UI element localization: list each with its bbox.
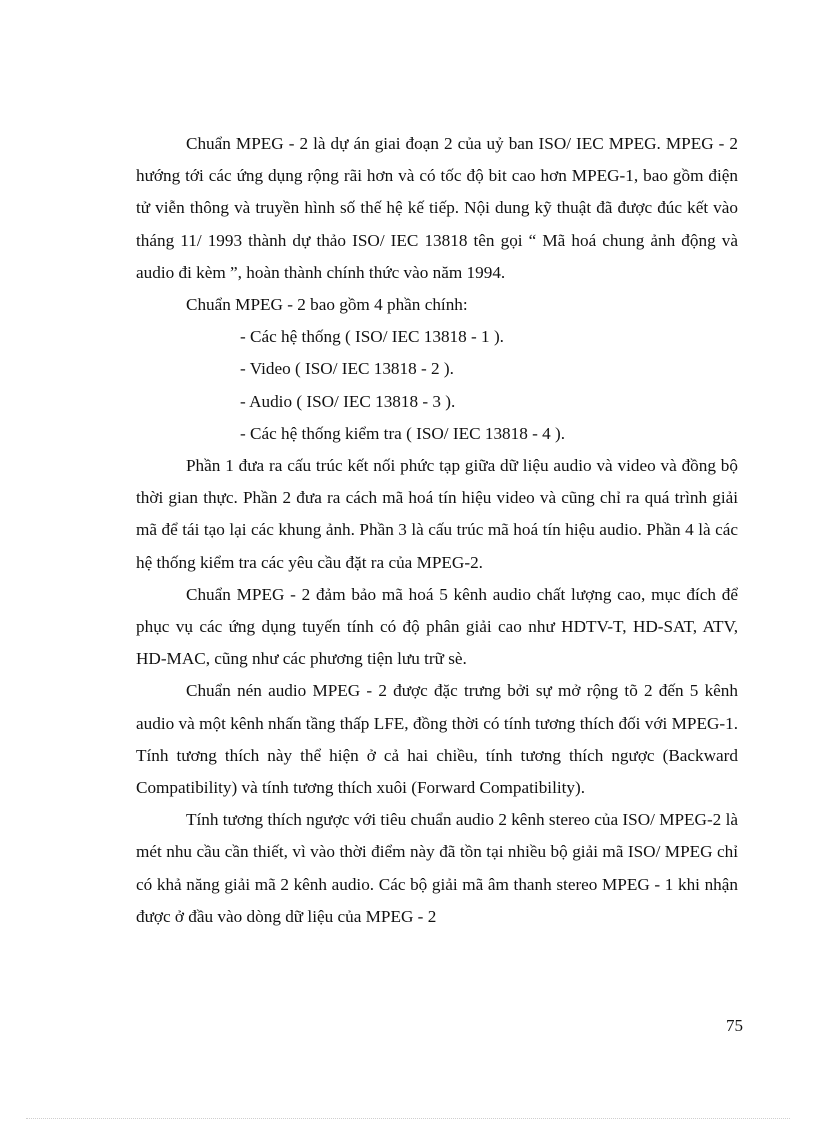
list-item: - Các hệ thống ( ISO/ IEC 13818 - 1 ). bbox=[240, 327, 504, 347]
paragraph-parts-description: Phần 1 đưa ra cấu trúc kết nối phức tạp giữa dữ liệu audio và video và đồng bộ thời gian thực. Phần 2 đưa ra cách mã hoá tín hiệu video và cũng chỉ ra quá trình giải mã để tái tạo lại các khung ảnh. Phần 3 là cấu trúc mã hoá tín hiệu audio. Phần 4 là các hệ thống kiểm tra các yêu cầu đặt ra của MPEG-2. bbox=[136, 456, 738, 572]
page-number: 75 bbox=[726, 1016, 743, 1035]
paragraph-compatibility: Chuẩn nén audio MPEG - 2 được đặc trưng bởi sự mở rộng tõ 2 đến 5 kênh audio và một kênh nhấn tầng thấp LFE, đồng thời có tính tương thích đối với MPEG-1. Tính tương thích này thể hiện ở cả hai chiều, tính tương thích ngược (Backward Compatibility) và tính tương thích xuôi (Forward Compatibility). bbox=[136, 681, 738, 798]
paragraph-intro: Chuẩn MPEG - 2 là dự án giai đoạn 2 của uỷ ban ISO/ IEC MPEG. MPEG - 2 hướng tới các ứng dụng rộng rãi hơn và có tốc độ bit cao hơn MPEG-1, bao gồm điện tử viễn thông và truyền hình số thế hệ kế tiếp. Nội dung kỹ thuật đã được đúc kết vào tháng 11/ 1993 thành dự thảo ISO/ IEC 13818 tên gọi “ Mã hoá chung ảnh động và audio đi kèm ”, hoàn thành chính thức vào năm 1994. bbox=[136, 134, 738, 282]
document-body bbox=[136, 128, 738, 933]
parts-list bbox=[136, 321, 738, 450]
list-item: - Các hệ thống kiểm tra ( ISO/ IEC 13818 - 4 ). bbox=[240, 423, 566, 443]
footer-divider bbox=[26, 1118, 790, 1119]
list-item: - Audio ( ISO/ IEC 13818 - 3 ). bbox=[240, 391, 456, 411]
list-item: - Video ( ISO/ IEC 13818 - 2 ). bbox=[240, 359, 454, 379]
paragraph-audio-channels: Chuẩn MPEG - 2 đảm bảo mã hoá 5 kênh audio chất lượng cao, mục đích để phục vụ các ứng dụng tuyến tính có độ phân giải cao như HDTV-T, HD-SAT, ATV, HD-MAC, cũng như các phương tiện lưu trữ sè. bbox=[136, 584, 738, 669]
paragraph-parts-heading: Chuẩn MPEG - 2 bao gồm 4 phần chính: bbox=[186, 295, 468, 315]
paragraph-backward-compatibility: Tính tương thích ngược với tiêu chuẩn audio 2 kênh stereo của ISO/ MPEG-2 là mét nhu cầu cần thiết, vì vào thời điểm này đã tồn tại nhiều bộ giải mã ISO/ MPEG chỉ có khả năng giải mã 2 kênh audio. Các bộ giải mã âm thanh stereo MPEG - 1 khi nhận được ở đầu vào dòng dữ liệu của MPEG - 2 bbox=[136, 810, 738, 926]
